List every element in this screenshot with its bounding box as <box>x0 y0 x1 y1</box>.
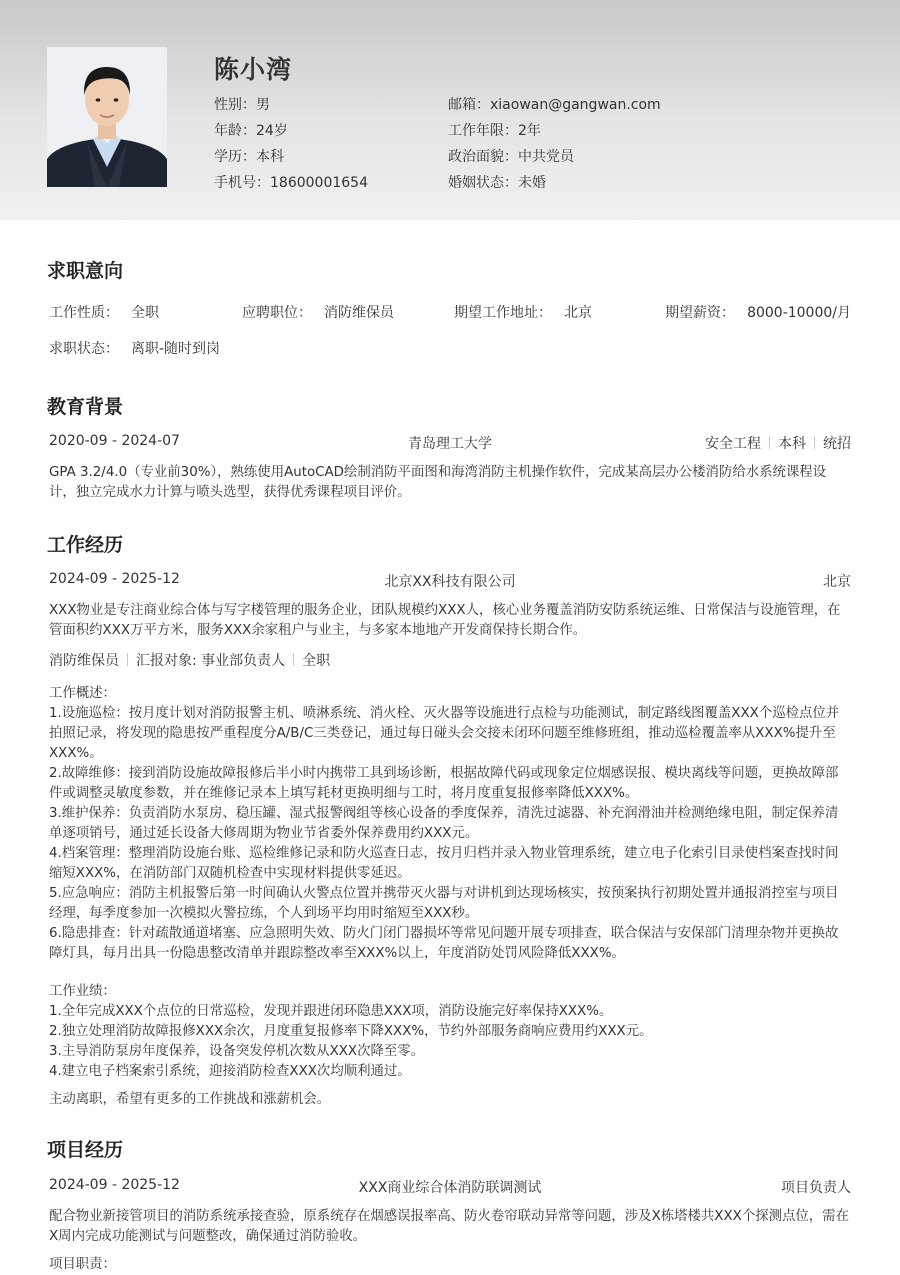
work-intro-text: XXX物业是专注商业综合体与写字楼管理的服务企业，团队规模约XXX人，核心业务覆盖消防安防系统运维、日常保洁与设施管理，在管面积约XXX万平方米，服务XXX余家租户与业主，与多家本地地产开发商保持长期合作。 <box>49 603 841 638</box>
work-overview <box>49 684 851 964</box>
work-overview-item: 2.故障维修：接到消防设施故障报修后半小时内携带工具到场诊断，根据故障代码或现象定位烟感误报、模块离线等问题，更换故障部件或调整灵敏度参数，并在维修记录本上填写耗材更换明细与工时，将月度重复报修率降低XXX%。 <box>49 766 839 801</box>
work-jobtype: 全职 <box>302 653 331 669</box>
phone-info: 手机号：18600001654 <box>214 175 368 191</box>
work-overview-item: 1.设施巡检：按月度计划对消防报警主机、喷淋系统、消火栓、灭火器等设施进行点检与功能测试，制定路线图覆盖XXX个巡检点位并拍照记录，将发现的隐患按严重程度分A/B/C三类登记，通过每日碰头会交接未闭环问题至维修班组，推动巡检覆盖率从XXX%提升至XXX%。 <box>49 706 840 761</box>
project-role: 项目负责人 <box>781 1180 851 1196</box>
work-leave-reason <box>49 1090 851 1110</box>
section-title-education: 教育背景 <box>47 396 124 418</box>
separator <box>814 436 815 449</box>
candidate-name: 陈小湾 <box>214 55 293 84</box>
education-description <box>49 463 851 503</box>
intent-label: 应聘职位： <box>242 305 312 321</box>
intent-item-jobtype <box>49 302 159 322</box>
intent-item-location <box>454 302 592 322</box>
work-company-intro <box>49 601 851 641</box>
intent-item-salary <box>665 302 851 322</box>
intent-label: 期望工作地址： <box>454 305 552 321</box>
project-desc-text: 配合物业新接管项目的消防系统承接查验，原系统存在烟感误报率高、防火卷帘联动异常等问题，涉及X栋塔楼共XXX个探测点位，需在X周内完成功能测试与问题整改，确保通过消防验收。 <box>49 1209 849 1244</box>
work-report: 汇报对象: 事业部负责人 <box>136 653 286 669</box>
work-achievement-item: 3.主导消防泵房年度保养，设备突发停机次数从XXX次降至零。 <box>49 1044 425 1059</box>
work-years-info: 工作年限：2年 <box>448 123 541 139</box>
intent-label: 期望薪资： <box>665 305 736 321</box>
work-company: 北京XX科技有限公司 <box>384 574 516 590</box>
marital-info: 婚姻状态：未婚 <box>448 175 546 191</box>
education-degree: 本科 <box>778 436 806 452</box>
education-desc-text: GPA 3.2/4.0（专业前30%），熟练使用AutoCAD绘制消防平面图和海湾消防主机操作软件，完成某高层办公楼消防给水系统课程设计，独立完成水力计算与喷头选型，获得优秀课程项目评价。 <box>49 465 827 500</box>
work-tags <box>49 650 851 672</box>
politics-info: 政治面貌：中共党员 <box>448 149 574 165</box>
intent-item-status <box>49 338 220 358</box>
education-tags <box>705 433 851 453</box>
project-row <box>49 1177 851 1199</box>
education-type: 统招 <box>823 436 851 452</box>
intent-value: 全职 <box>131 305 159 321</box>
project-period: 2024-09 - 2025-12 <box>49 1177 180 1193</box>
work-overview-title: 工作概述： <box>49 686 116 701</box>
gender-info: 性别：男 <box>214 97 270 113</box>
work-row <box>49 571 851 593</box>
email-info: 邮箱：xiaowan@gangwan.com <box>448 97 661 113</box>
project-name: XXX商业综合体消防联调测试 <box>358 1180 542 1196</box>
intent-label: 求职状态： <box>49 341 119 357</box>
education-period: 2020-09 - 2024-07 <box>49 433 180 449</box>
portrait-icon <box>47 47 167 187</box>
section-title-intent: 求职意向 <box>47 260 124 282</box>
intent-item-position <box>242 302 394 322</box>
section-title-work: 工作经历 <box>47 534 124 556</box>
work-period: 2024-09 - 2025-12 <box>49 571 180 587</box>
work-overview-item: 3.维护保养：负责消防水泵房、稳压罐、湿式报警阀组等核心设备的季度保养，清洗过滤器、补充润滑油并检测绝缘电阻，制定保养清单逐项销号，通过延长设备大修周期为物业节省委外保养费用约XXX元。 <box>49 806 839 841</box>
education-school: 青岛理工大学 <box>408 436 492 452</box>
work-achievements <box>49 982 851 1082</box>
separator <box>769 436 770 449</box>
intent-value: 离职-随时到岗 <box>131 341 221 357</box>
profile-header <box>0 0 900 220</box>
separator <box>127 653 128 666</box>
education-major: 安全工程 <box>705 436 761 452</box>
project-duty-title: 项目职责： <box>49 1257 116 1272</box>
section-title-project: 项目经历 <box>47 1139 124 1161</box>
intent-label: 工作性质： <box>49 305 119 321</box>
education-info: 学历：本科 <box>214 149 284 165</box>
work-city: 北京 <box>823 574 851 590</box>
intent-value: 消防维保员 <box>324 305 394 321</box>
work-achievement-item: 1.全年完成XXX个点位的日常巡检，发现并跟进闭环隐患XXX项，消防设施完好率保持XXX%。 <box>49 1004 613 1019</box>
separator <box>293 653 294 666</box>
intent-value: 北京 <box>564 305 592 321</box>
work-overview-item: 6.隐患排查：针对疏散通道堵塞、应急照明失效、防火门闭门器损坏等常见问题开展专项排查，联合保洁与安保部门清理杂物并更换故障灯具，每月出具一份隐患整改清单并跟踪整改率至XXX%以上，年度消防处罚风险降低XXX%。 <box>49 926 839 961</box>
avatar-photo <box>47 47 167 187</box>
work-overview-item: 4.档案管理：整理消防设施台账、巡检维修记录和防火巡查日志，按月归档并录入物业管理系统，建立电子化索引目录使档案查找时间缩短XXX%，在消防部门双随机检查中实现材料提供零延迟。 <box>49 846 839 881</box>
age-info: 年龄：24岁 <box>214 123 288 139</box>
work-achievement-item: 4.建立电子档案索引系统，迎接消防检查XXX次均顺利通过。 <box>49 1064 411 1079</box>
work-reason-text: 主动离职，希望有更多的工作挑战和涨薪机会。 <box>49 1092 331 1107</box>
work-overview-item: 5.应急响应：消防主机报警后第一时间确认火警点位置并携带灭火器与对讲机到达现场核实，按预案执行初期处置并通报消控室与项目经理，每季度参加一次模拟火警拉练，个人到场平均用时缩短至XXX秒。 <box>49 886 839 921</box>
work-achievement-title: 工作业绩： <box>49 984 116 999</box>
project-description <box>49 1207 851 1275</box>
education-row <box>49 433 851 455</box>
work-achievement-item: 2.独立处理消防故障报修XXX余次，月度重复报修率下降XXX%，节约外部服务商响应费用约XXX元。 <box>49 1024 653 1039</box>
intent-value: 8000-10000/月 <box>747 305 851 321</box>
work-role: 消防维保员 <box>49 653 119 669</box>
